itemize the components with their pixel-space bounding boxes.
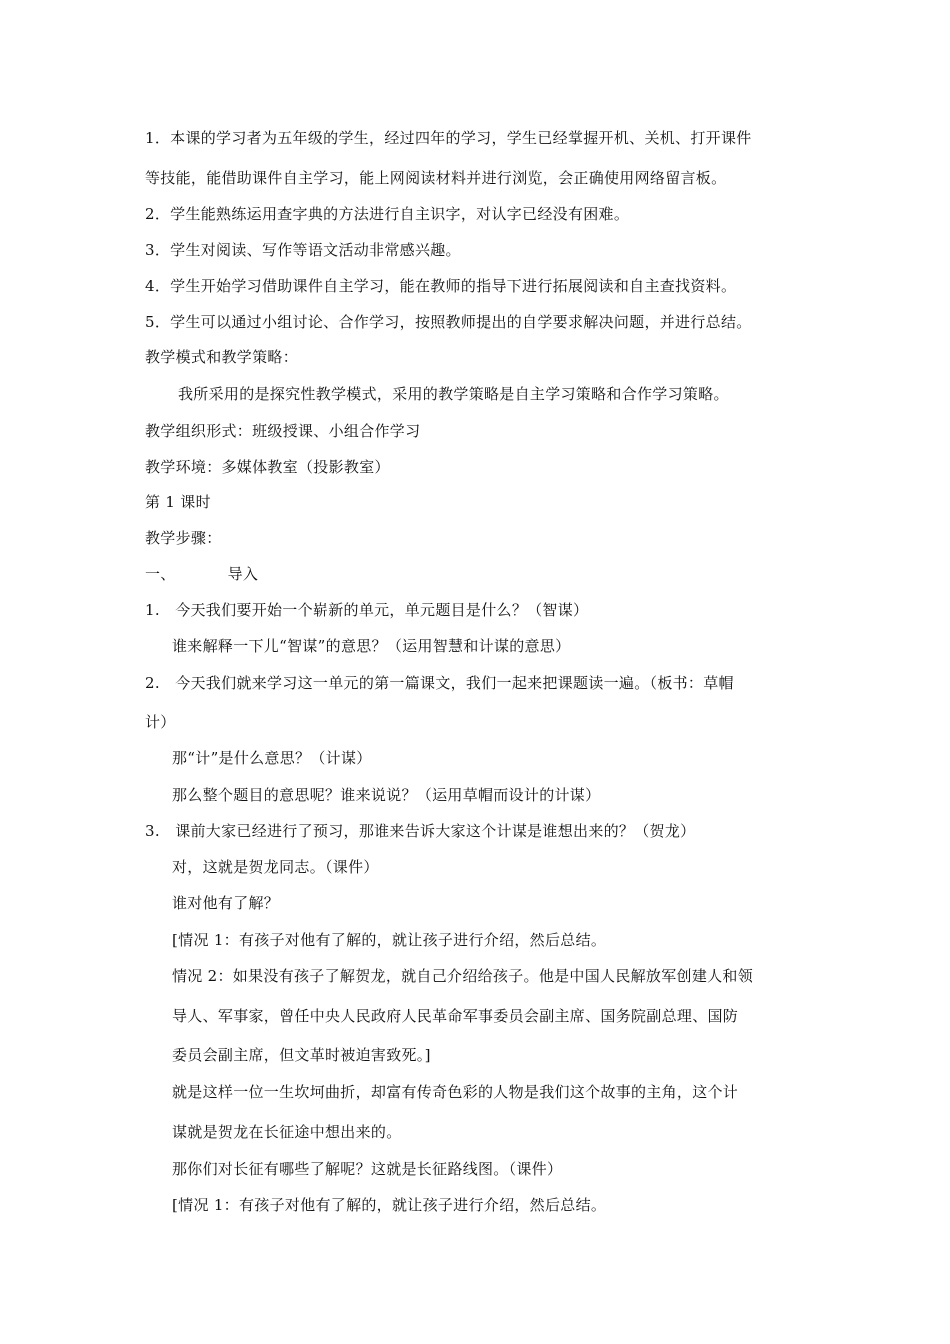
long-march-question: 那你们对长征有哪些了解呢？这就是长征路线图。（课件） <box>172 1160 563 1178</box>
step-3-question: 谁对他有了解？ <box>172 894 280 912</box>
section-heading <box>145 564 258 584</box>
case-2-line-1: 情况 2：如果没有孩子了解贺龙，就自己介绍给孩子。他是中国人民解放军创建人和领 <box>172 967 754 985</box>
steps-heading: 教学步骤： <box>145 529 222 547</box>
step-2-question-1: 那“计”是什么意思？（计谋） <box>172 749 372 767</box>
learner-point-5: 5．学生可以通过小组讨论、合作学习，按照教师提出的自学要求解决问题，并进行总结。 <box>145 313 752 331</box>
case-1-repeat: [情况 1：有孩子对他有了解的，就让孩子进行介绍，然后总结。 <box>172 1196 607 1214</box>
hero-intro-line-1: 就是这样一位一生坎坷曲折，却富有传奇色彩的人物是我们这个故事的主角，这个计 <box>172 1083 739 1101</box>
step-1: 1. 今天我们要开始一个崭新的单元，单元题目是什么？（智谋） <box>145 601 589 619</box>
learner-point-3: 3．学生对阅读、写作等语文活动非常感兴趣。 <box>145 241 461 259</box>
mode-heading: 教学模式和教学策略： <box>145 348 299 366</box>
organization-line: 教学组织形式：班级授课、小组合作学习 <box>145 422 421 440</box>
case-2-line-2: 导人、军事家，曾任中央人民政府人民革命军事委员会副主席、国务院副总理、国防 <box>172 1007 739 1025</box>
learner-point-1-line-2: 等技能，能借助课件自主学习，能上网阅读材料并进行浏览，会正确使用网络留言板。 <box>145 169 727 187</box>
case-2-line-3: 委员会副主席，但文革时被迫害致死。] <box>172 1046 431 1064</box>
environment-line: 教学环境：多媒体教室（投影教室） <box>145 458 390 476</box>
learner-point-2: 2．学生能熟练运用查字典的方法进行自主识字，对认字已经没有困难。 <box>145 205 630 223</box>
step-2-question-2: 那么整个题目的意思呢？谁来说说？（运用草帽而设计的计谋） <box>172 786 601 804</box>
learner-point-1-line-1: 1．本课的学习者为五年级的学生，经过四年的学习，学生已经掌握开机、关机、打开课件 <box>145 129 752 147</box>
mode-text: 我所采用的是探究性教学模式，采用的教学策略是自主学习策略和合作学习策略。 <box>178 385 729 403</box>
case-1: [情况 1：有孩子对他有了解的，就让孩子进行介绍，然后总结。 <box>172 931 607 949</box>
section-number: 一、 <box>145 565 176 583</box>
step-3-answer: 对，这就是贺龙同志。（课件） <box>172 858 379 876</box>
step-2-line-1: 2. 今天我们就来学习这一单元的第一篇课文，我们一起来把课题读一遍。（板书：草帽 <box>145 674 734 692</box>
step-1-follow-up: 谁来解释一下儿“智谋”的意思？（运用智慧和计谋的意思） <box>172 637 571 655</box>
step-3: 3. 课前大家已经进行了预习，那谁来告诉大家这个计谋是谁想出来的？（贺龙） <box>145 822 696 840</box>
step-2-line-2: 计） <box>145 713 176 731</box>
section-title: 导入 <box>227 565 259 583</box>
learner-point-4: 4．学生开始学习借助课件自主学习，能在教师的指导下进行拓展阅读和自主查找资料。 <box>145 277 737 295</box>
hero-intro-line-2: 谋就是贺龙在长征途中想出来的。 <box>172 1123 402 1141</box>
lesson-number: 第 1 课时 <box>145 493 211 511</box>
